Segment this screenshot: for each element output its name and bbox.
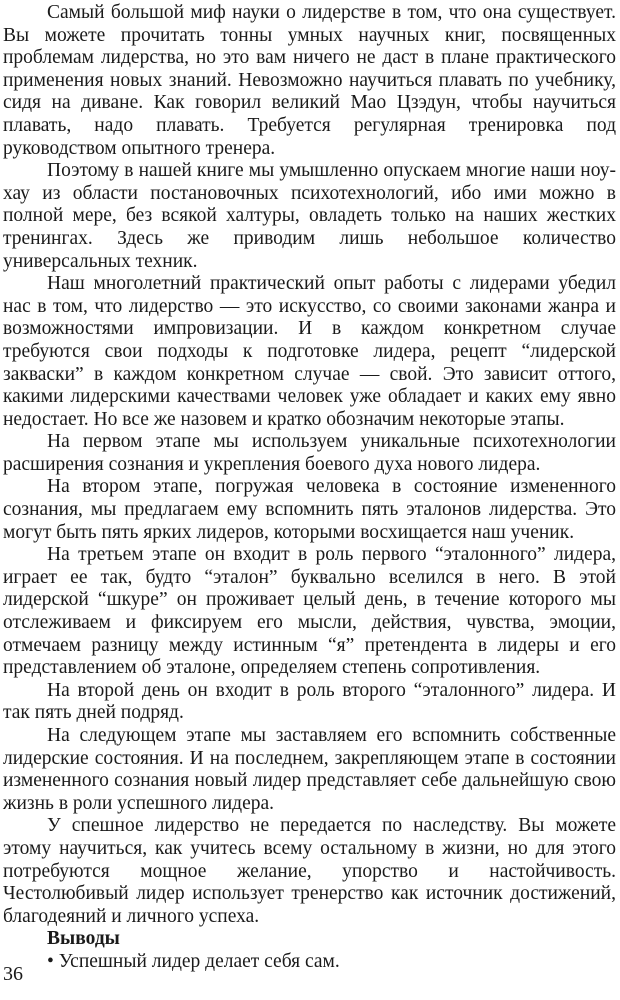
body-text <box>3 2 616 928</box>
paragraph-3: Наш многолетний практический опыт работы с лидерами убедил нас в том, что лидерство — это искусство, со своими законами жанра и возможностями импровизации. И в каждом конкретном случае требуются свои подходы к подготовке лидера, рецепт “лидерской закваски” в каждом конкретном случае — свой. Это зависит оттого, какими лидерскими качествами человек уже обладает и каких ему явно недостает. Но все же назовем и кратко обозначим некоторые этапы. <box>3 273 616 430</box>
paragraph-1: Самый большой миф науки о лидерстве в том, что она существует. Вы можете прочитать тонны умных научных книг, посвященных проблемам лидерства, но это вам ничего не даст в плане практического применения новых знаний. Невозможно научиться плавать по учебнику, сидя на диване. Как говорил великий Мао Цзэдун, чтобы научиться плавать, надо плавать. Требуется регулярная тренировка под руководством опытного тренера. <box>3 2 616 159</box>
paragraph-6: На третьем этапе он входит в роль первого “эталонного” лидера, играет ее так, будто “эталон” буквально вселился в него. В этой лидерской “шкуре” он проживает целый день, в течение которого мы отслеживаем и фиксируем его мысли, действия, чувства, эмоции, отмечаем разницу между истинным “я” претендента в лидеры и его представлением об эталоне, определяем степень сопротивления. <box>3 544 616 679</box>
paragraph-2: Поэтому в нашей книге мы умышленно опускаем многие наши ноу-хау из области постановочных психотехнологий, ибо ими можно в полной мере, без всякой халтуры, овладеть только на наших жестких тренингах. Здесь же приводим лишь небольшое количество универсальных техник. <box>3 160 616 272</box>
page-number: 36 <box>3 963 23 985</box>
paragraph-4: На первом этапе мы используем уникальные психотехнологии расширения сознания и укрепления боевого духа нового лидера. <box>3 431 616 475</box>
section-heading: Выводы <box>47 928 120 950</box>
bullet-item: • Успешный лидер делает себя сам. <box>47 950 340 972</box>
book-page <box>0 2 620 1000</box>
paragraph-9: У спешное лидерство не передается по наследству. Вы можете этому научиться, как учитесь всему остальному в жизни, но для этого потребуются мощное желание, упорство и настойчивость. Честолюбивый лидер использует тренерство как источник достижений, благодеяний и личного успеха. <box>3 815 616 927</box>
paragraph-5: На втором этапе, погружая человека в состояние измененного сознания, мы предлагаем ему вспомнить пять эталонов лидерства. Это могут быть пять ярких лидеров, которыми восхищается наш ученик. <box>3 476 616 543</box>
paragraph-7: На второй день он входит в роль второго “эталонного” лидера. И так пять дней подряд. <box>3 679 616 724</box>
paragraph-8: На следующем этапе мы заставляем его вспомнить собственные лидерские состояния. И на последнем, закрепляющем этапе в состоянии измененного сознания новый лидер представляет себе дальнейшую свою жизнь в роли успешного лидера. <box>3 725 616 814</box>
